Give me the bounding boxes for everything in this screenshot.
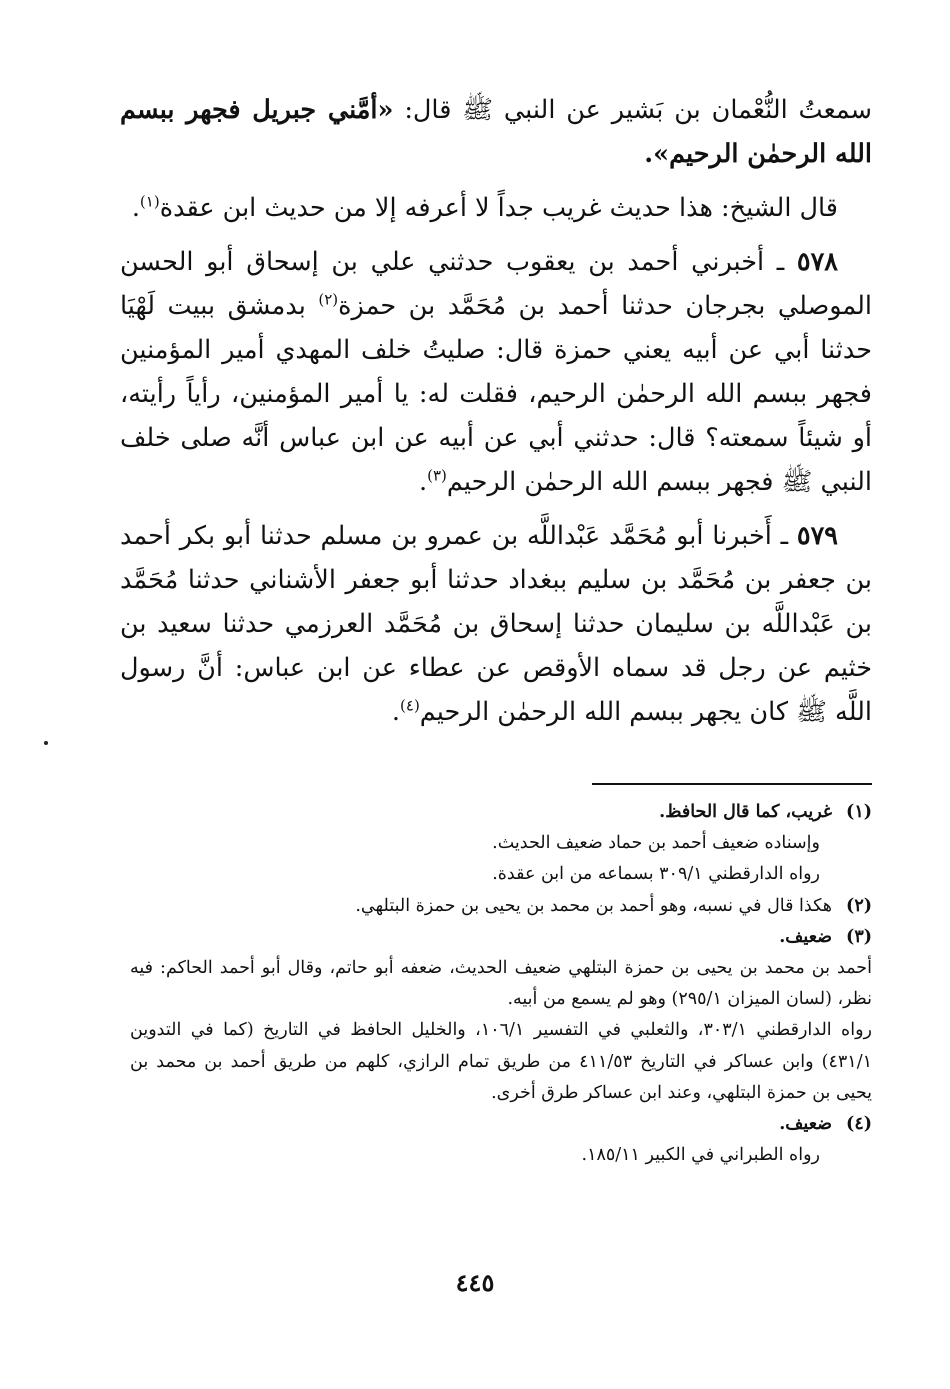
footnote-number: (٣) bbox=[846, 926, 872, 947]
hadith-number: ٥٧٨ bbox=[796, 247, 838, 277]
paragraph-continuation bbox=[120, 88, 872, 176]
footnote-separator bbox=[592, 783, 872, 785]
footnote-3 bbox=[130, 922, 872, 1109]
footnote-4 bbox=[130, 1109, 872, 1171]
footnote-line: رواه الطبراني في الكبير ١٨٥/١١. bbox=[581, 1145, 820, 1166]
footnote-line: هكذا قال في نسبه، وهو أحمد بن محمد بن يحيى بن حمزة البتلهي. bbox=[355, 895, 832, 916]
paragraph-text: قال الشيخ: هذا حديث غريب جداً لا أعرفه إلا من حديث ابن عقدة bbox=[159, 193, 838, 223]
footnote-ref: (٣) bbox=[427, 466, 447, 485]
footnote-line: غريب، كما قال الحافظ. bbox=[659, 802, 832, 822]
footnote-grade: ضعيف. bbox=[779, 1114, 832, 1135]
footnote-2 bbox=[130, 891, 872, 922]
footnote-ref: (٢) bbox=[318, 290, 339, 309]
footnote-paragraph: أحمد بن محمد بن يحيى بن حمزة البتلهي ضعيف الحديث، ضعفه أبو حاتم، وقال أبو أحمد الحاكم: فيه نظر، (لسان الميزان ٢٩٥/١) وهو لم يسمع من أبيه. bbox=[130, 958, 872, 1010]
footnote-paragraph: رواه الدارقطني ٣٠٣/١، والثعلبي في التفسير ١٠٦/١، والخليل الحافظ في التاريخ (كما في التدوين ٤٣١/١) وابن عساكر في التاريخ ٤١١/٥٣ من طريق تمام الرازي، كلهم من طريق أحمد بن محمد بن يحيى بن حمزة البتلهي، وعند ابن عساكر طرق أخرى. bbox=[130, 1020, 872, 1103]
footnote-number: (٢) bbox=[846, 895, 872, 916]
footnote-1 bbox=[130, 797, 872, 891]
footnotes bbox=[130, 797, 872, 1171]
hadith-579: ٥٧٩ ـ أَخبرنا أبو مُحَمَّد عَبْداللَّه بن عمرو بن مسلم حدثنا أبو بكر أحمد بن جعفر بن مُحَمَّد بن سليم ببغداد حدثنا أبو جعفر الأشناني حدثنا مُحَمَّد بن عَبْداللَّه بن سليمان حدثنا إسحاق بن مُحَمَّد العرزمي حدثنا سعيد بن خثيم عن رجل قد سماه الأوقص عن عطاء عن ابن عباس: أنَّ رسول اللَّه ﷺ كان يجهر ببسم الله الرحمٰن الرحيم$^{(٤)}$. bbox=[120, 521, 872, 727]
page-number: ٤٤٥ bbox=[455, 1268, 495, 1297]
scan-speck bbox=[44, 741, 48, 745]
footnote-ref: (١) bbox=[139, 192, 160, 211]
footnote-line: رواه الدارقطني ٣٠٩/١ بسماعه من ابن عقدة. bbox=[492, 864, 820, 885]
hadith-quote: «أمَّني جبريل فجهر ببسم الله الرحمٰن الرحيم». bbox=[120, 95, 872, 169]
hadith-number: ٥٧٩ bbox=[796, 521, 838, 551]
paragraph-text: سمعتُ النُّعْمان بن بَشير عن النبي ﷺ قال: bbox=[393, 95, 872, 125]
paragraph-text: ـ أخبرني أحمد بن يعقوب حدثني علي بن إسحاق أبو الحسن الموصلي بجرجان حدثنا أحمد بن مُحَمَّد بن حمزة bbox=[120, 247, 872, 321]
footnote-line: وإسناده ضعيف أحمد بن حماد ضعيف الحديث. bbox=[492, 833, 820, 854]
main-text bbox=[120, 88, 872, 744]
footnote-ref: (٤) bbox=[400, 696, 420, 715]
paragraph-text: ـ أَخبرنا أبو مُحَمَّد عَبْداللَّه بن عمرو بن مسلم حدثنا أبو بكر أحمد بن جعفر بن مُحَمَّد بن سليم ببغداد حدثنا أبو جعفر الأشناني حدثنا مُحَمَّد بن عَبْداللَّه بن سليمان حدثنا إسحاق بن مُحَمَّد العرزمي حدثنا سعيد بن خثيم عن رجل قد سماه الأوقص عن عطاء عن ابن عباس: أنَّ رسول اللَّه ﷺ كان يجهر ببسم الله الرحمٰن الرحيم bbox=[120, 521, 872, 727]
paragraph-text: بدمشق ببيت لَهْيَا حدثنا أبي عن أبيه يعني حمزة قال: صليتُ خلف المهدي أمير المؤمنين فجهر ببسم الله الرحمٰن الرحيم، فقلت له: يا أمير المؤمنين، رأياً رأيته، أو شيئاً سمعته؟ قال: حدثني أبي عن أبيه عن ابن عباس أنَّه صلى خلف النبي ﷺ فجهر ببسم الله الرحمٰن الرحيم bbox=[120, 291, 872, 497]
footnote-grade: ضعيف. bbox=[779, 926, 832, 947]
footnote-number: (١) bbox=[846, 802, 872, 822]
sheikh-comment: قال الشيخ: هذا حديث غريب جداً لا أعرفه إلا من حديث ابن عقدة$^{(١)}$. bbox=[131, 192, 838, 223]
hadith-578: ٥٧٨ ـ أخبرني أحمد بن يعقوب حدثني علي بن إسحاق أبو الحسن الموصلي بجرجان حدثنا أحمد بن مُحَمَّد بن حمزة$^{(٢)}$ بدمشق ببيت لَهْيَا حدثنا أبي عن أبيه يعني حمزة قال: صليتُ خلف المهدي أمير المؤمنين فجهر ببسم الله الرحمٰن الرحيم، فقلت له: يا أمير المؤمنين، رأياً رأيته، أو شيئاً سمعته؟ قال: حدثني أبي عن أبيه عن ابن عباس أنَّه صلى خلف النبي ﷺ فجهر ببسم الله الرحمٰن الرحيم$^{(٣)}$. bbox=[120, 247, 872, 497]
footnote-number: (٤) bbox=[846, 1114, 872, 1135]
